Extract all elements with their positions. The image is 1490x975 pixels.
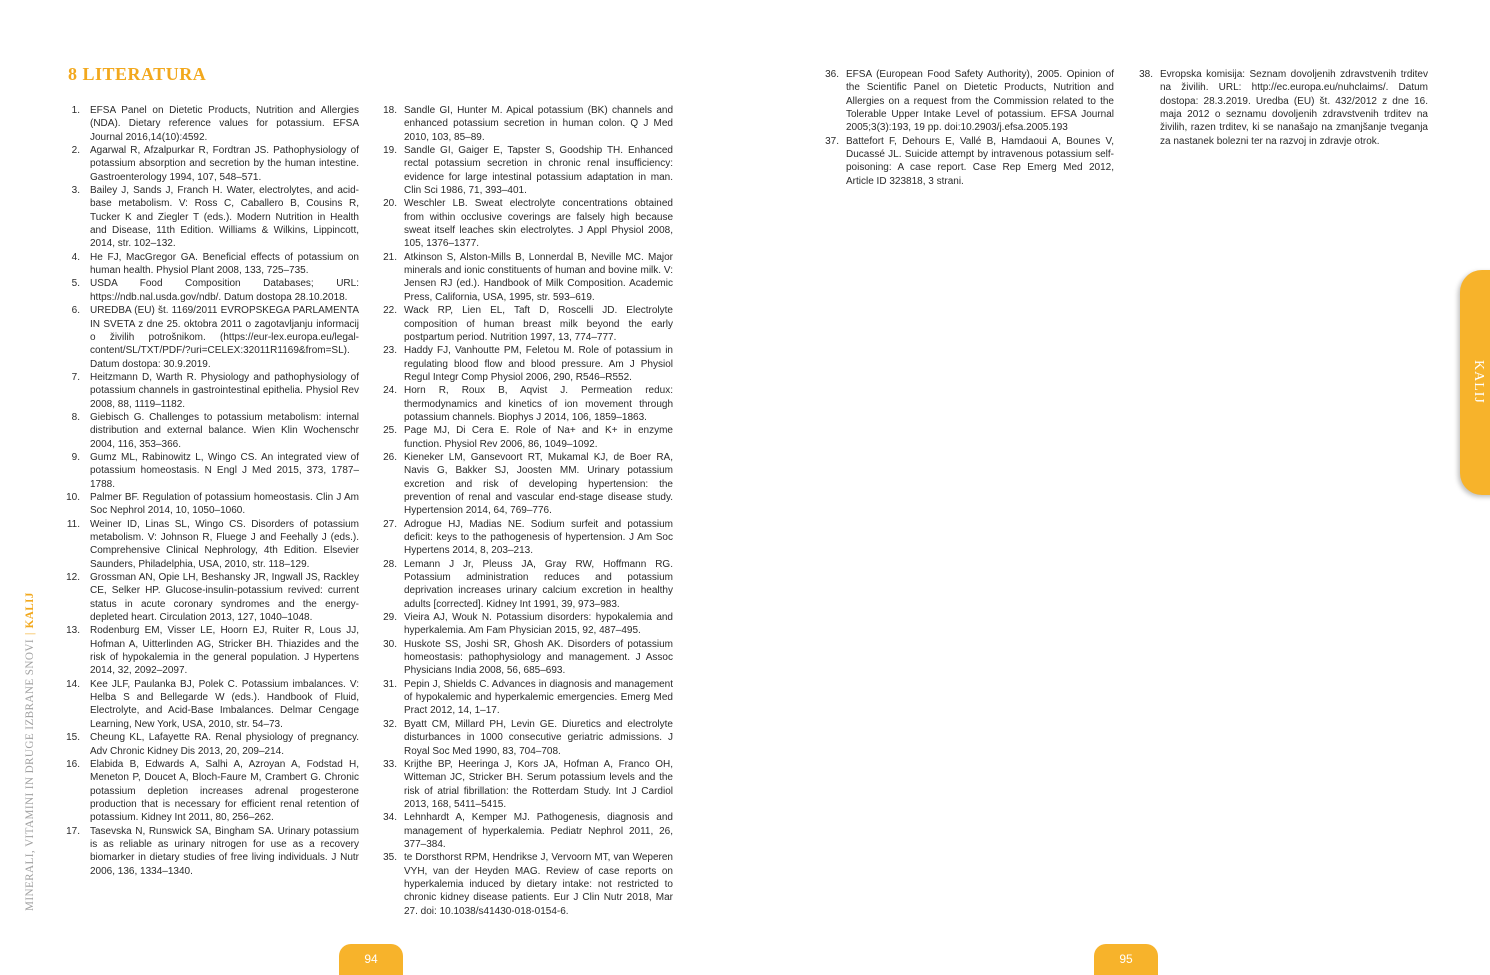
reference-text: Pepin J, Shields C. Advances in diagnosis and management of hypokalemic and hyperkalemic emergencies. Emerg Med Pract 2012, 14, 1–17. — [404, 678, 673, 717]
reference-text: Adrogue HJ, Madias NE. Sodium surfeit and potassium deficit: keys to the pathogenesis of hypertension. J Am Soc Hypertens 2014, 8, 203–213. — [404, 518, 673, 557]
reference-text: Weiner ID, Linas SL, Wingo CS. Disorders of potassium metabolism. V: Johnson R, Fluege J and Feehally J (eds.). Comprehensive Clinical Nephrology, 4th Edition. Elsevier Saunders, Philadelphia, USA, 2010, str. 118–129. — [90, 518, 359, 570]
reference-item — [66, 758, 359, 825]
reference-number: 15. — [66, 732, 80, 744]
reference-number: 25. — [383, 425, 397, 437]
reference-text: UREDBA (EU) št. 1169/2011 EVROPSKEGA PARLAMENTA IN SVETA z dne 25. oktobra 2011 o zagotavljanju informacij o živilih potrošnikom. (https://eur-lex.europa.eu/legal-content/SL/TXT/PDF/?uri=CELEX:32011R1169&from=SL). Datum dostopa: 30.9.2019. — [90, 305, 359, 370]
running-title-text: MINERALI, VITAMINI IN DRUGE IZBRANE SNOVI — [24, 639, 36, 911]
reference-number: 36. — [825, 69, 839, 80]
reference-item — [66, 624, 359, 677]
reference-text: Atkinson S, Alston-Mills B, Lonnerdal B, Neville MC. Major minerals and ionic constituents of human and bovine milk. V: Jensen RJ (ed.). Handbook of Milk Composition. Academic Press, California, USA, 1995, str. 593–619. — [404, 251, 673, 303]
reference-number: 3. — [71, 185, 80, 197]
reference-number: 16. — [66, 758, 80, 770]
reference-number: 19. — [383, 145, 397, 157]
reference-item — [66, 731, 359, 758]
reference-number: 21. — [383, 251, 397, 263]
reference-text: Agarwal R, Afzalpurkar R, Fordtran JS. Pathophysiology of potassium absorption and secretion by the human intestine. Gastroenterology 1994, 107, 548–571. — [90, 145, 359, 183]
reference-text: Palmer BF. Regulation of potassium homeostasis. Clin J Am Soc Nephrol 2014, 10, 1050–1060. — [90, 491, 359, 517]
reference-text: Grossman AN, Opie LH, Beshansky JR, Ingwall JS, Rackley CE, Selker HP. Glucose-insulin-potassium revived: current status in acute coronary syndromes and the energy-depleted heart. Circulation 2013, 127, 1040–1048. — [90, 572, 359, 624]
reference-number: 12. — [66, 572, 80, 584]
reference-text: Huskote SS, Joshi SR, Ghosh AK. Disorders of potassium homeostasis: pathophysiology and management. J Assoc Physicians India 2008, 56, 685–693. — [404, 638, 673, 677]
reference-number: 8. — [71, 411, 80, 423]
reference-number: 5. — [71, 278, 80, 290]
reference-text: Weschler LB. Sweat electrolyte concentrations obtained from within occlusive coverings are falsely high because sweat itself leaches skin electrolytes. J Appl Physiol 2008, 105, 1376–1377. — [404, 198, 673, 250]
reference-text: Rodenburg EM, Visser LE, Hoorn EJ, Ruiter R, Lous JJ, Hofman A, Uitterlinden AG, Stricker BH. Thiazides and the risk of hypokalemia in the general population. J Hypertens 2014, 32, 2092–2097. — [90, 625, 359, 677]
reference-item — [66, 304, 359, 371]
reference-text: Haddy FJ, Vanhoutte PM, Feletou M. Role of potassium in regulating blood flow and blood pressure. Am J Physiol Regul Integr Comp Physiol 2006, 290, R546–R552. — [404, 345, 673, 383]
reference-number: 10. — [66, 491, 80, 503]
reference-number: 11. — [66, 518, 80, 530]
reference-number: 34. — [383, 812, 397, 824]
reference-text: te Dorsthorst RPM, Hendrikse J, Vervoorn MT, van Weperen VYH, van der Heyden MAG. Review of case reports on hyperkalemia induced by dietary intake: not restricted to chronic kidney disease patients. Eur J Clin Nutr 2018, Mar 27. doi: 10.1038/s41430-018-0154-6. — [404, 852, 673, 917]
reference-text: Cheung KL, Lafayette RA. Renal physiology of pregnancy. Adv Chronic Kidney Dis 2013, 20, 209–214. — [90, 732, 359, 757]
reference-item — [380, 851, 673, 918]
reference-column — [822, 68, 1114, 188]
reference-number: 38. — [1139, 69, 1153, 80]
reference-number: 6. — [71, 305, 80, 317]
reference-item — [380, 611, 673, 638]
reference-item — [66, 144, 359, 184]
running-title-separator: | — [24, 632, 36, 636]
reference-item — [66, 678, 359, 731]
reference-item — [66, 251, 359, 278]
reference-item — [380, 424, 673, 451]
reference-column — [66, 104, 359, 878]
reference-item — [380, 104, 673, 144]
reference-number: 33. — [383, 758, 397, 770]
reference-text: Kee JLF, Paulanka BJ, Polek C. Potassium imbalances. V: Helba S and Bellegarde W (eds.). Handbook of Fluid, Electrolyte, and Acid-Base Imbalances. Delmar Cengage Learning, New York, USA, 2010, str. 54–73. — [90, 678, 359, 730]
reference-number: 7. — [71, 371, 80, 383]
reference-number: 9. — [71, 451, 80, 463]
reference-item — [380, 197, 673, 250]
reference-number: 17. — [66, 825, 80, 837]
reference-number: 30. — [383, 638, 397, 650]
reference-number: 26. — [383, 451, 397, 463]
page-number-left: 94 — [339, 944, 403, 975]
reference-text: He FJ, MacGregor GA. Beneficial effects of potassium on human health. Physiol Plant 2008, 133, 725–735. — [90, 251, 359, 277]
reference-number: 20. — [383, 198, 397, 210]
reference-number: 32. — [383, 718, 397, 730]
reference-number: 37. — [825, 135, 839, 147]
reference-number: 1. — [71, 105, 80, 116]
running-title — [24, 571, 36, 911]
reference-item — [66, 825, 359, 878]
reference-item — [380, 678, 673, 718]
reference-number: 18. — [383, 105, 397, 116]
reference-number: 22. — [383, 305, 397, 317]
reference-text: Giebisch G. Challenges to potassium metabolism: internal distribution and external balance. Wien Klin Wochenschr 2004, 116, 353–366. — [90, 411, 359, 450]
reference-text: Heitzmann D, Warth R. Physiology and pathophysiology of potassium channels in gastrointestinal epithelia. Physiol Rev 2008, 88, 1119–1182. — [90, 371, 359, 410]
reference-item — [380, 144, 673, 197]
reference-item — [66, 411, 359, 451]
reference-item — [380, 718, 673, 758]
reference-item — [822, 68, 1114, 135]
reference-text: Wack RP, Lien EL, Taft D, Roscelli JD. Electrolyte composition of human breast milk beyond the early postpartum period. Nutrition 1997, 13, 774–777. — [404, 305, 673, 343]
reference-text: Lemann J Jr, Pleuss JA, Gray RW, Hoffmann RG. Potassium administration reduces and potassium deprivation increases urinary calcium excretion in healthy adults [corrected]. Kidney Int 1991, 39, 973–983. — [404, 558, 673, 610]
reference-text: Page MJ, Di Cera E. Role of Na+ and K+ in enzyme function. Physiol Rev 2006, 86, 1049–1092. — [404, 425, 673, 450]
reference-number: 23. — [383, 345, 397, 357]
reference-text: USDA Food Composition Databases; URL: https://ndb.nal.usda.gov/ndb/. Datum dostopa 28.10.2018. — [90, 278, 359, 303]
reference-number: 14. — [66, 678, 80, 690]
reference-text: Byatt CM, Millard PH, Levin GE. Diuretics and electrolyte disturbances in 1000 consecutive geriatric admissions. J Royal Soc Med 1990, 83, 704–708. — [404, 718, 673, 757]
reference-item — [66, 104, 359, 144]
running-title-topic: KALIJ — [24, 592, 36, 629]
reference-number: 31. — [383, 678, 397, 690]
reference-number: 35. — [383, 852, 397, 864]
reference-item — [380, 451, 673, 518]
reference-number: 27. — [383, 518, 397, 530]
reference-item — [822, 135, 1114, 188]
chapter-tab-label: KALIJ — [1471, 360, 1486, 404]
reference-text: Horn R, Roux B, Aqvist J. Permeation redux: thermodynamics and kinetics of ion movement through potassium channels. Biophys J 2014, 106, 1859–1863. — [404, 385, 673, 423]
reference-item — [380, 811, 673, 851]
reference-text: Sandle GI, Gaiger E, Tapster S, Goodship TH. Enhanced rectal potassium secretion in chronic renal insufficiency: evidence for large intestinal potassium adaptation in man. Clin Sci 1986, 71, 393–401. — [404, 145, 673, 197]
reference-item — [66, 451, 359, 491]
reference-number: 29. — [383, 612, 397, 624]
reference-text: Bailey J, Sands J, Franch H. Water, electrolytes, and acid-base metabolism. V: Ross C, Caballero B, Cousins R, Tucker K and Ziegler T (eds.). Modern Nutrition in Health and Disease, 11th Edition. Williams & Wilkins, Lippincott, 2014, str. 102–132. — [90, 185, 359, 250]
reference-item — [66, 371, 359, 411]
reference-column — [1136, 68, 1428, 148]
section-heading: 8 LITERATURA — [68, 64, 207, 84]
reference-item — [380, 558, 673, 611]
reference-text: Kieneker LM, Gansevoort RT, Mukamal KJ, de Boer RA, Navis G, Bakker SJ, Joosten MM. Urinary potassium excretion and risk of developing hypertension: the prevention of renal and vascular end-stage disease study. Hypertension 2014, 64, 769–776. — [404, 451, 673, 517]
reference-column — [380, 104, 673, 918]
reference-item — [1136, 68, 1428, 148]
reference-text: Vieira AJ, Wouk N. Potassium disorders: hypokalemia and hyperkalemia. Am Fam Physician 2015, 92, 487–495. — [404, 612, 673, 637]
reference-text: Elabida B, Edwards A, Salhi A, Azroyan A, Fodstad H, Meneton P, Doucet A, Bloch-Faure M, Crambert G. Chronic potassium depletion increases adrenal progesterone production that is necessary for efficient renal retention of potassium. Kidney Int 2011, 80, 256–262. — [90, 758, 359, 824]
reference-text: EFSA (European Food Safety Authority), 2005. Opinion of the Scientific Panel on Dietetic Products, Nutrition and Allergies on a request from the Commission related to the Tolerable Upper Intake Level of potassium. EFSA Journal 2005;3(3):193, 19 pp. doi:10.2903/j.efsa.2005.193 — [846, 69, 1114, 134]
reference-item — [380, 384, 673, 424]
reference-item — [66, 518, 359, 571]
reference-item — [380, 344, 673, 384]
reference-number: 24. — [383, 385, 397, 397]
reference-item — [380, 251, 673, 304]
reference-item — [380, 518, 673, 558]
reference-item — [380, 638, 673, 678]
reference-item — [66, 491, 359, 518]
reference-item — [66, 571, 359, 624]
reference-text: Krijthe BP, Heeringa J, Kors JA, Hofman A, Franco OH, Witteman JC, Stricker BH. Serum potassium levels and the risk of atrial fibrillation: the Rotterdam Study. Int J Cardiol 2013, 168, 5411–5415. — [404, 758, 673, 810]
reference-number: 4. — [71, 251, 80, 263]
reference-text: Battefort F, Dehours E, Vallé B, Hamdaoui A, Bounes V, Ducassé JL. Suicide attempt by intravenous potassium self-poisoning: A case report. Case Rep Emerg Med 2012, Article ID 323818, 3 strani. — [846, 135, 1114, 187]
reference-item — [380, 304, 673, 344]
reference-number: 28. — [383, 558, 397, 570]
reference-item — [66, 184, 359, 251]
reference-item — [66, 277, 359, 304]
reference-text: Lehnhardt A, Kemper MJ. Pathogenesis, diagnosis and management of hyperkalemia. Pediatr Nephrol 2011, 26, 377–384. — [404, 812, 673, 850]
page-number-right: 95 — [1094, 944, 1158, 975]
reference-text: Tasevska N, Runswick SA, Bingham SA. Urinary potassium is as reliable as urinary nitrogen for use as a recovery biomarker in dietary studies of free living individuals. J Nutr 2006, 136, 1334–1340. — [90, 825, 359, 877]
reference-text: Evropska komisija: Seznam dovoljenih zdravstvenih trditev na živilih. URL: http://ec.europa.eu/nuhclaims/. Datum dostopa: 28.3.2019. Uredba (EU) št. 432/2012 z dne 16. maja 2012 o seznamu dovoljenih zdravstvenih trditev na živilih, razen trditev, ki se nanašajo na zmanjšanje tveganja za nastanek bolezni ter na razvoj in zdravje otrok. — [1160, 69, 1428, 147]
reference-text: Gumz ML, Rabinowitz L, Wingo CS. An integrated view of potassium homeostasis. N Engl J Med 2015, 373, 1787–1788. — [90, 451, 359, 490]
reference-item — [380, 758, 673, 811]
reference-text: Sandle GI, Hunter M. Apical potassium (BK) channels and enhanced potassium secretion in human colon. Q J Med 2010, 103, 85–89. — [404, 105, 673, 143]
reference-number: 2. — [71, 145, 80, 157]
reference-number: 13. — [66, 625, 80, 637]
reference-text: EFSA Panel on Dietetic Products, Nutrition and Allergies (NDA). Dietary reference values for potassium. EFSA Journal 2016,14(10):4592. — [90, 105, 359, 143]
